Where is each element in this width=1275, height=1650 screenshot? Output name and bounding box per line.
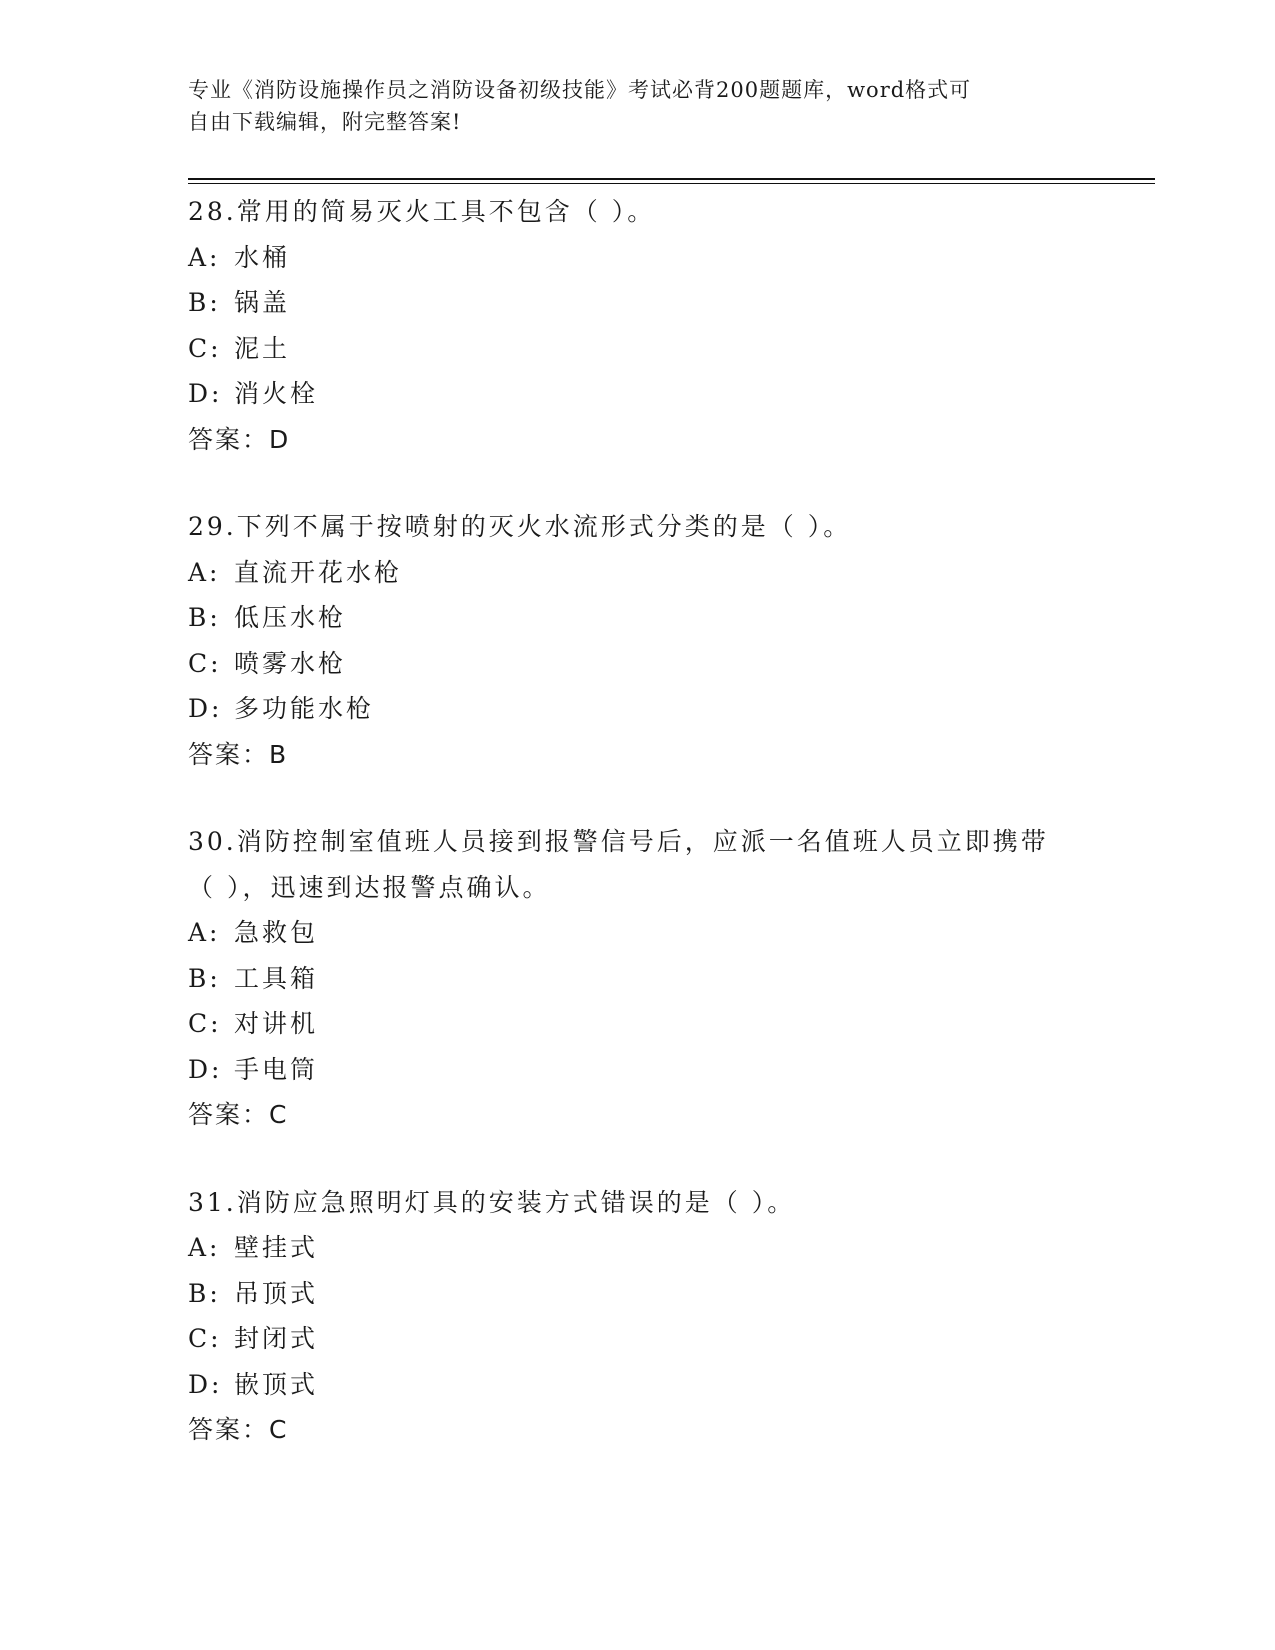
question-stem [188,819,1148,910]
option-letter: C: [188,333,222,363]
option-text: 水桶 [234,242,291,272]
option-letter: D: [188,379,223,408]
option-letter: D: [188,1369,223,1399]
question-stem-line: 28.常用的简易灭火工具不包含（ ）。 [188,197,656,226]
option-text: 手电筒 [234,1054,319,1084]
option-d [188,371,1148,417]
option-a [188,910,1148,956]
option-text: 壁挂式 [234,1233,319,1262]
option-c [188,1316,1148,1362]
option-text: 多功能水枪 [234,694,375,723]
option-a [188,550,1148,596]
option-text: 消火栓 [234,379,319,408]
option-letter: D: [188,1054,223,1084]
header-divider [188,178,1155,184]
question-stem [188,1180,1148,1226]
option-c [188,1001,1148,1047]
question-stem-line: （ ），迅速到达报警点确认。 [188,872,551,902]
option-letter: D: [188,694,223,723]
option-d [188,686,1148,732]
header-line-1: 专业《消防设施操作员之消防设备初级技能》考试必背200题题库，word格式可 [188,78,972,102]
option-letter: A: [188,1233,221,1262]
answer-line: 答案：B [188,739,289,769]
answer-line: 答案：C [188,1415,289,1444]
option-text: 急救包 [234,918,319,947]
question-item [188,189,1148,462]
option-text: 锅盖 [234,288,291,317]
question-stem-line: 30.消防控制室值班人员接到报警信号后，应派一名值班人员立即携带 [188,827,1049,856]
option-text: 对讲机 [234,1009,319,1038]
question-item [188,1180,1148,1453]
question-list [188,189,1148,1495]
option-letter: B: [188,603,221,632]
answer-line: 答案：D [188,424,291,454]
option-letter: A: [188,918,221,947]
option-c [188,326,1148,372]
option-text: 封闭式 [234,1324,319,1353]
option-text: 低压水枪 [234,603,347,632]
option-b [188,1271,1148,1317]
option-text: 喷雾水枪 [234,648,347,678]
question-stem [188,504,1148,550]
option-letter: C: [188,1009,222,1038]
document-header [188,74,1088,138]
option-a [188,1225,1148,1271]
question-item [188,504,1148,777]
question-item [188,819,1148,1138]
option-letter: B: [188,288,221,317]
option-b [188,595,1148,641]
option-d [188,1047,1148,1093]
option-text: 吊顶式 [234,1278,319,1308]
option-letter: A: [188,242,221,272]
option-letter: B: [188,963,221,993]
answer-line: 答案：C [188,1100,289,1129]
option-d [188,1362,1148,1408]
option-b [188,280,1148,326]
option-letter: C: [188,1324,222,1353]
question-stem [188,189,1148,235]
option-c [188,641,1148,687]
header-line-2: 自由下载编辑，附完整答案! [188,110,462,134]
option-text: 直流开花水枪 [234,557,403,587]
option-text: 嵌顶式 [234,1369,319,1399]
question-stem-line: 29.下列不属于按喷射的灭火水流形式分类的是（ ）。 [188,512,852,541]
option-letter: C: [188,648,222,678]
option-a [188,235,1148,281]
option-letter: A: [188,557,221,587]
option-text: 泥土 [234,333,291,363]
option-text: 工具箱 [234,963,319,993]
option-b [188,956,1148,1002]
question-stem-line: 31.消防应急照明灯具的安装方式错误的是（ ）。 [188,1187,796,1217]
option-letter: B: [188,1278,221,1308]
